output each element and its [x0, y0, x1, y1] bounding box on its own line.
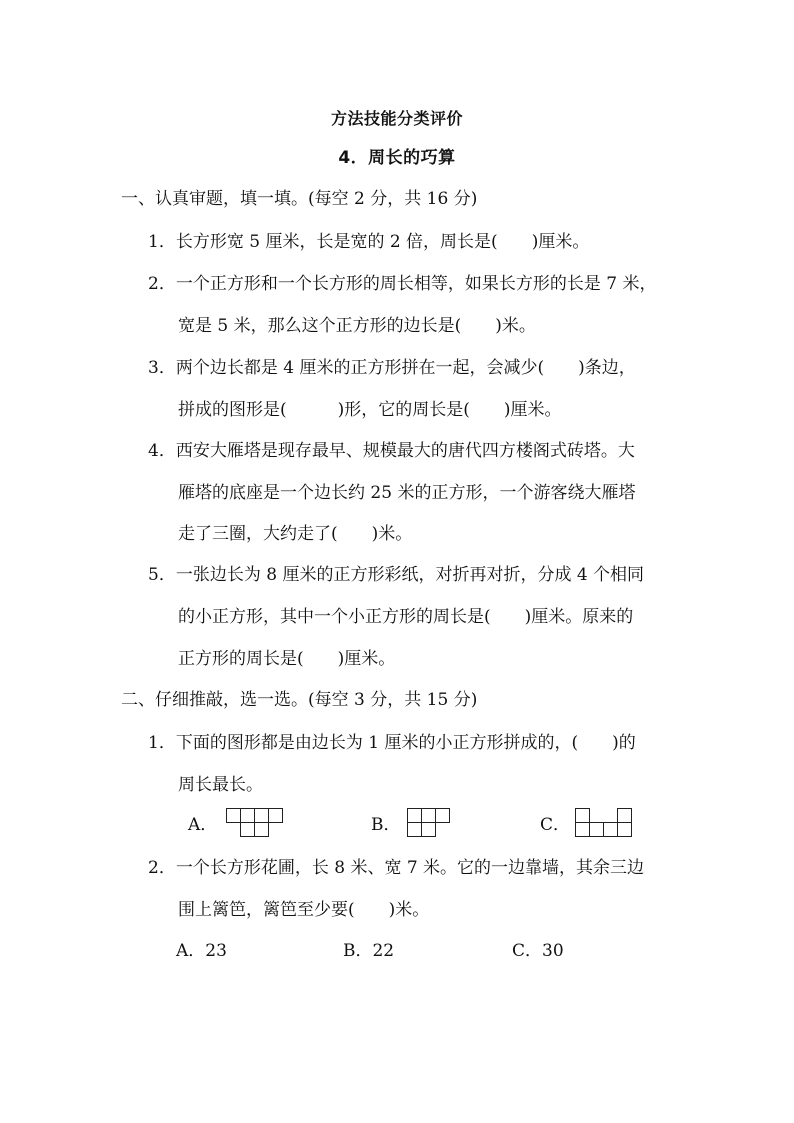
s2-question-2-line-1: 2．一个长方形花圃，长 8 米、宽 7 米。它的一边靠墙，其余三边 — [148, 858, 645, 878]
section-2-heading: 二、仔细推敲，选一选。(每空 3 分，共 15 分) — [121, 690, 478, 710]
s1-question-3-line-1: 3．两个边长都是 4 厘米的正方形拼在一起，会减少( )条边， — [148, 358, 636, 378]
s1-question-4-line-3: 走了三圈，大约走了( )米。 — [178, 524, 413, 544]
s2-q1-option-a-label: A． — [188, 815, 218, 835]
s1-question-5-line-3: 正方形的周长是( )厘米。 — [178, 649, 396, 669]
s2-question-2-line-2: 围上篱笆，篱笆至少要( )米。 — [178, 900, 430, 920]
s2-q2-option-a: A．23 — [176, 941, 227, 961]
s1-question-5-line-2: 的小正方形，其中一个小正方形的周长是( )厘米。原来的 — [178, 607, 634, 627]
option-c-figure — [575, 808, 635, 840]
s1-question-4-line-1: 4．西安大雁塔是现存最早、规模最大的唐代四方楼阁式砖塔。大 — [148, 441, 635, 461]
option-a-figure — [226, 808, 284, 840]
s1-question-5-line-1: 5．一张边长为 8 厘米的正方形彩纸，对折再对折，分成 4 个相同 — [148, 565, 645, 585]
s1-question-3-line-2: 拼成的图形是( )形，它的周长是( )厘米。 — [178, 400, 562, 420]
section-1-heading: 一、认真审题，填一填。(每空 2 分，共 16 分) — [121, 189, 478, 209]
s2-question-1-line-2: 周长最长。 — [178, 775, 263, 795]
s2-q1-option-c-label: C． — [540, 815, 571, 835]
s1-question-1: 1．长方形宽 5 厘米，长是宽的 2 倍，周长是( )厘米。 — [148, 232, 590, 252]
s2-question-1-line-1: 1．下面的图形都是由边长为 1 厘米的小正方形拼成的，( )的 — [148, 733, 636, 753]
s1-question-4-line-2: 雁塔的底座是一个边长约 25 米的正方形，一个游客绕大雁塔 — [178, 483, 636, 503]
s1-question-2-line-2: 宽是 5 米，那么这个正方形的边长是( )米。 — [178, 316, 536, 336]
s2-q2-option-b: B．22 — [343, 941, 395, 961]
lesson-title: 4．周长的巧算 — [338, 148, 456, 168]
s1-question-2-line-1: 2．一个正方形和一个长方形的周长相等，如果长方形的长是 7 米， — [148, 274, 657, 294]
s2-q2-option-c: C．30 — [512, 941, 564, 961]
s2-q1-option-b-label: B． — [371, 815, 401, 835]
category-title: 方法技能分类评价 — [330, 109, 463, 128]
option-b-figure — [407, 808, 453, 840]
